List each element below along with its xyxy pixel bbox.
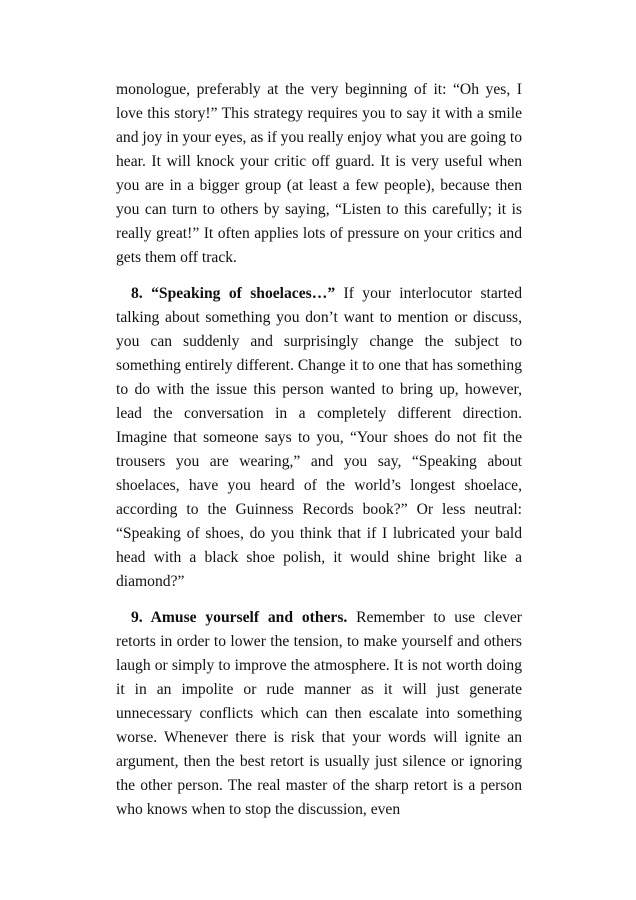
paragraph-heading: 9. Amuse yourself and others. xyxy=(131,609,348,626)
document-page xyxy=(116,78,522,822)
paragraph-item-9 xyxy=(116,606,522,822)
paragraph-text: Remember to use clever retorts in order to lower the tension, to make yourself and others laugh or simply to improve the atmosphere. It is not worth doing it in an impolite or rude manner as it will just generate unnecessary conflicts which can then escalate into something worse. Whenever there is risk that your words will ignite an argument, then the best retort is usually just silence or ignoring the other person. The real master of the sharp retort is a person who knows when to stop the discussion, even xyxy=(116,609,522,818)
paragraph-item-8 xyxy=(116,282,522,594)
paragraph-continuation xyxy=(116,78,522,270)
paragraph-heading: 8. “Speaking of shoelaces…” xyxy=(131,285,336,302)
paragraph-text: If your interlocutor started talking about something you don’t want to mention or discuss, you can suddenly and surprisingly change the subject to something entirely different. Change it to one that has something to do with the issue this person wanted to bring up, however, lead the conversation in a completely different direction. Imagine that someone says to you, “Your shoes do not fit the trousers you are wearing,” and you say, “Speaking about shoelaces, have you heard of the world’s longest shoelace, according to the Guinness Records book?” Or less neutral: “Speaking of shoes, do you think that if I lubricated your bald head with a black shoe polish, it would shine bright like a diamond?” xyxy=(116,285,523,590)
paragraph-text: monologue, preferably at the very beginning of it: “Oh yes, I love this story!” This strategy requires you to say it with a smile and joy in your eyes, as if you really enjoy what you are going to hear. It will knock your critic off guard. It is very useful when you are in a bigger group (at least a few people), because then you can turn to others by saying, “Listen to this carefully; it is really great!” It often applies lots of pressure on your critics and gets them off track. xyxy=(116,81,522,266)
